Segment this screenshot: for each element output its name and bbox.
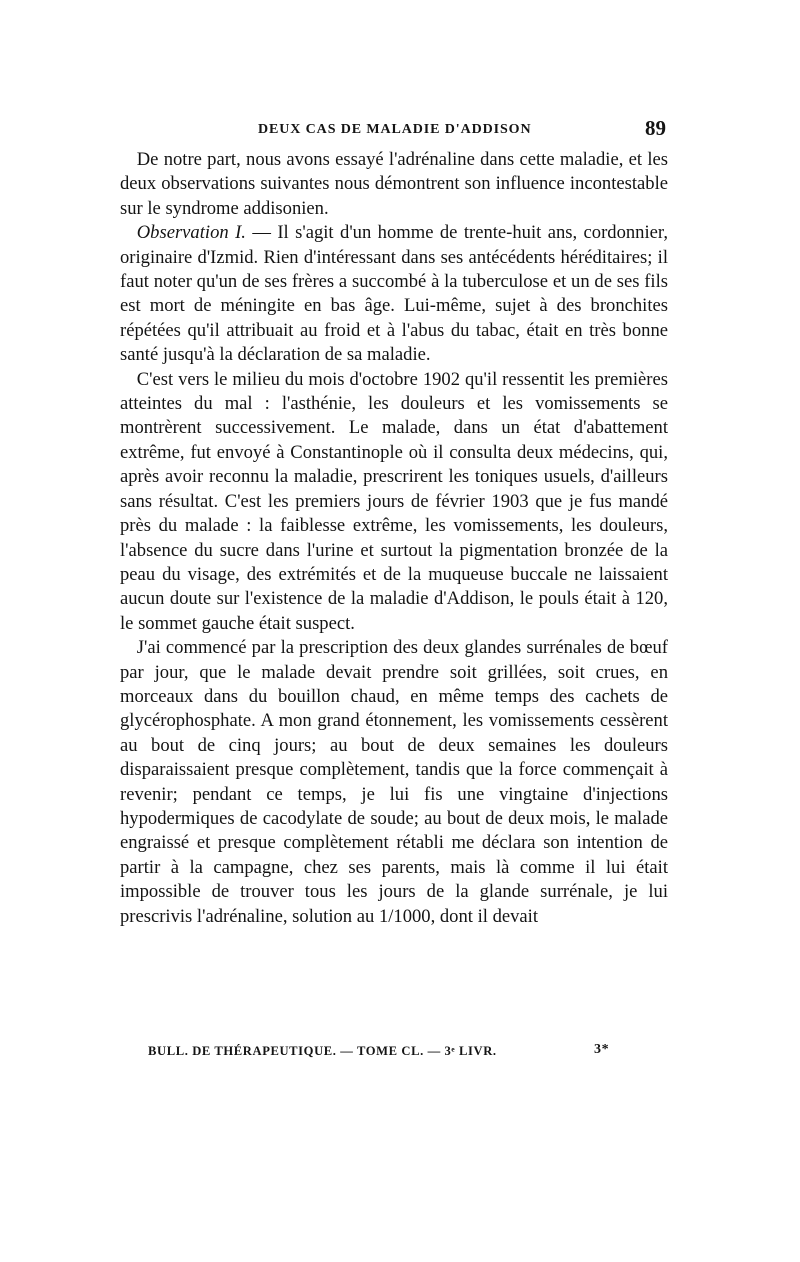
signature-mark: 3* — [594, 1042, 610, 1057]
paragraph-observation-1 — [120, 221, 668, 367]
paragraph-treatment: J'ai commencé par la prescription des deux glandes surrénales de bœuf par jour, que le malade devait prendre soit grillées, soit crues, en morceaux dans du bouillon chaud, en même temps des cachets de glycérophosphate. A mon grand étonnement, les vomissements cessèrent au bout de cinq jours; au bout de deux semaines les douleurs disparaissaient presque complètement, tandis que la force commençait à revenir; pendant ce temps, je lui fis une vingtaine d'injections hypodermiques de cacodylate de soude; au bout de deux mois, le malade engraissé et presque complètement rétabli me déclara son intention de partir à la campagne, chez ses parents, mais là comme il lui était impossible de trouver tous les jours de la glande surrénale, je lui prescrivis l'adrénaline, solution au 1/1000, dont il devait — [120, 637, 668, 927]
observation-label: Observation I. — [136, 222, 246, 244]
running-head — [120, 112, 668, 148]
bulletin-signature: BULL. DE THÉRAPEUTIQUE. — TOME CL. — 3ᵉ LIVR. — [148, 1044, 497, 1058]
book-page — [120, 112, 668, 929]
observation-text: — Il s'agit d'un homme de trente-huit ans, cordonnier, originaire d'Izmid. Rien d'intéressant dans ses antécédents héréditaires; il faut noter qu'un de ses frères a succombé à la tuberculose et un de ses fils est mort de méningite en bas âge. Lui-même, sujet à des bronchites répétées qu'il attribuait au froid et à l'abus du tabac, était en très bonne santé jusqu'à la déclaration de sa maladie. — [120, 222, 668, 366]
page-number: 89 — [645, 116, 666, 140]
body-text — [120, 148, 668, 929]
running-title: DEUX CAS DE MALADIE D'ADDISON — [258, 122, 532, 137]
paragraph-history: C'est vers le milieu du mois d'octobre 1902 qu'il ressentit les premières atteintes du mal : l'asthénie, les douleurs et les vomissements se montrèrent successivement. Le malade, dans un état d'abattement extrême, fut envoyé à Constantinople où il consulta deux médecins, qui, après avoir reconnu la maladie, prescrirent les toniques usuels, d'ailleurs sans résultat. C'est les premiers jours de février 1903 que je fus mandé près du malade : la faiblesse extrême, les vomissements, les douleurs, l'absence du sucre dans l'urine et surtout la pigmentation bronzée de la peau du visage, des extrémités et de la muqueuse buccale ne laissaient aucun doute sur l'existence de la maladie d'Addison, le pouls était à 120, le sommet gauche était suspect. — [120, 368, 668, 634]
paragraph-intro: De notre part, nous avons essayé l'adrénaline dans cette maladie, et les deux observations suivantes nous démontrent son influence incontestable sur le syndrome addisonien. — [120, 149, 668, 219]
